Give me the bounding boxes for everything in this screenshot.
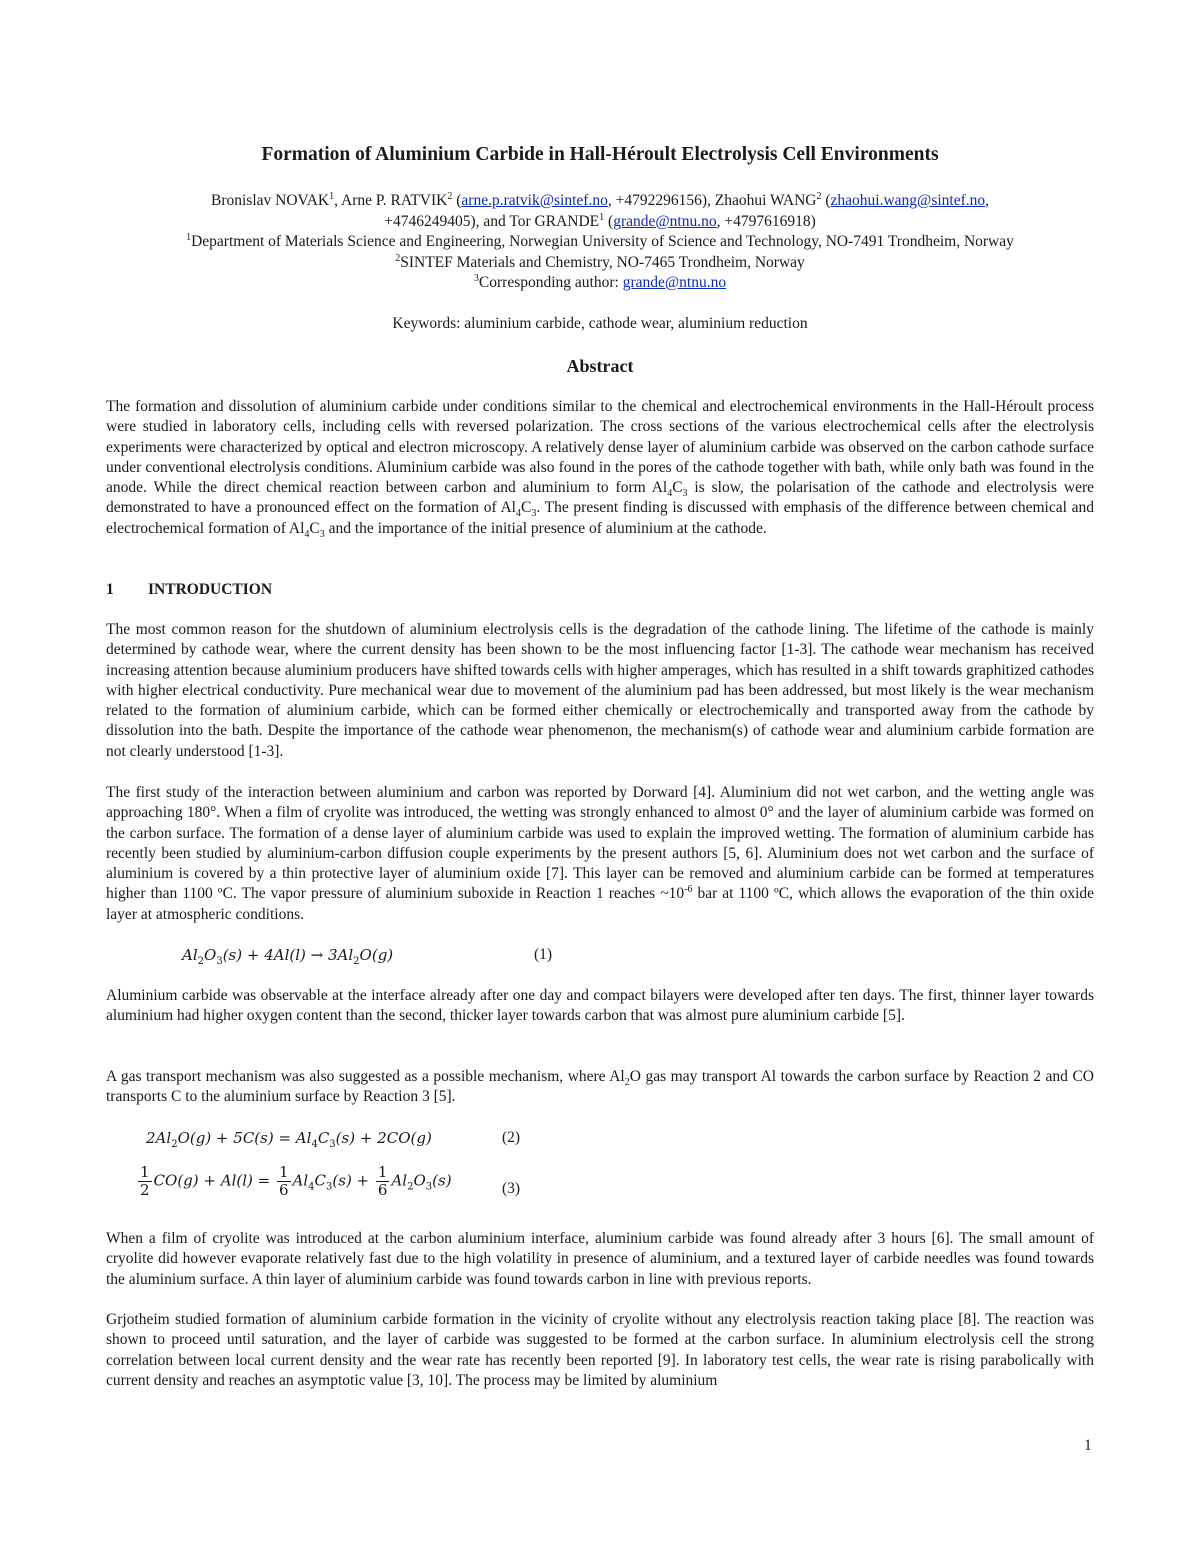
abstract-heading: Abstract bbox=[566, 356, 634, 376]
eq-term: O bbox=[413, 1171, 426, 1190]
numerator: 1 bbox=[377, 1163, 388, 1181]
abstract-text: and the importance of the initial presence of aluminium at the cathode. bbox=[324, 519, 767, 537]
abstract-text: . The present finding is discussed with emphasis of the difference between chemical and electrochemical formation of Al bbox=[106, 499, 1094, 537]
fraction bbox=[277, 1164, 291, 1199]
numerator: 1 bbox=[278, 1163, 289, 1181]
author-text: ( bbox=[604, 212, 614, 230]
eq-term: O(g) bbox=[359, 946, 394, 964]
paragraph-text: bar at 1100 ºC, which allows the evaporation of the thin oxide layer at atmospheric conditions. bbox=[106, 885, 1094, 923]
affiliation-1 bbox=[110, 232, 1090, 253]
equation-3 bbox=[136, 1164, 452, 1199]
subscript: 2 bbox=[197, 956, 205, 967]
denominator: 6 bbox=[377, 1181, 388, 1199]
author-superscript: 1 bbox=[329, 190, 335, 202]
eq-term: (s) bbox=[432, 1171, 452, 1190]
author-text: ( bbox=[821, 192, 831, 209]
paragraph-text: The first study of the interaction between aluminium and carbon was reported by Dorward [4]. Aluminium did not wet carbon, and the wetting angle was approaching 180°. When a film of cryolite was introduced, the wetting was strongly enhanced to almost 0° and the layer of aluminium carbide was formed on the carbon surface. The formation of a dense layer of aluminium carbide was used to explain the improved wetting. The formation of aluminium carbide has recently been studied by aluminium-carbon diffusion couple experiments by the present authors [5, 6]. Aluminium does not wet carbon and the surface of aluminium is covered by a thin protective layer of aluminium oxide [7]. This layer can be removed and aluminium carbide can be formed at temperatures higher than 1100 ºC. The vapor pressure of aluminium suboxide in Reaction 1 reaches ~10 bbox=[106, 784, 1094, 903]
paper-title: Formation of Aluminium Carbide in Hall-Héroult Electrolysis Cell Environments bbox=[261, 144, 939, 165]
eq-term: Al bbox=[292, 1171, 309, 1190]
superscript: -6 bbox=[684, 884, 693, 896]
corresponding-label: Corresponding author: bbox=[478, 274, 623, 291]
eq-term: (s) + 2CO(g) bbox=[335, 1129, 432, 1147]
abstract-text: The formation and dissolution of aluminium carbide under conditions similar to the chemical and electrochemical environments in the Hall-Héroult process were studied in laboratory cells, including cells with reversed polarization. The cross sections of the various electrochemical cells after the electrolysis experiments were characterized by optical and electron microscopy. A relatively dense layer of aluminium carbide was observed on the carbon cathode surface under conventional electrolysis conditions. Aluminium carbide was also found in the pores of the cathode together with bath, while only bath was found in the anode. While the direct chemical reaction between carbon and aluminium to form Al bbox=[106, 398, 1094, 497]
eq-term: Al bbox=[391, 1171, 408, 1190]
author-text: ( bbox=[452, 192, 462, 209]
subscript: 4 bbox=[304, 528, 310, 540]
author-line-1 bbox=[110, 191, 1090, 212]
page-number: 1 bbox=[1084, 1437, 1092, 1454]
subscript: 4 bbox=[515, 508, 521, 520]
intro-paragraph-3: Aluminium carbide was observable at the interface already after one day and compact bilayers were developed after ten days. The first, thinner layer towards aluminium had higher oxygen content than the second, thicker layer towards carbon that was almost pure aluminium carbide [5]. bbox=[106, 987, 1094, 1025]
intro-paragraph-1: The most common reason for the shutdown of aluminium electrolysis cells is the degradation of the cathode lining. The lifetime of the cathode is mainly determined by cathode wear, where the current density has been shown to be the most influencing factor [1-3]. The cathode wear mechanism has received increasing attention because aluminium producers have shifted towards cells with higher amperages, which has resulted in a shift towards graphitized cathodes with higher electrical conductivity. Pure mechanical wear due to movement of the aluminium pad has been addressed, but most likely is the wear mechanism related to the formation of aluminium carbide, which can be formed either chemically or electrochemically and transported away from the cathode by dissolution into the bath. Despite the importance of the cathode wear phenomenon, the mechanism(s) of cathode wear and aluminium carbide formation are not clearly understood [1-3]. bbox=[106, 621, 1094, 760]
affiliation-2 bbox=[110, 253, 1090, 274]
intro-paragraph-6: Grjotheim studied formation of aluminium carbide formation in the vicinity of cryolite without any electrolysis reaction taking place [8]. The reaction was shown to proceed until saturation, and the layer of carbide was suggested to be formed at the carbon surface. In aluminium electrolysis cell the strong correlation between local current density and the wear rate has recently been reported [9]. In laboratory test cells, the wear rate is rising parabolically with current density and reaches an asymptotic value [3, 10]. The process may be limited by aluminium bbox=[106, 1311, 1094, 1389]
subscript: 4 bbox=[308, 1181, 315, 1193]
subscript: 3 bbox=[425, 1181, 433, 1193]
author-superscript: 1 bbox=[599, 211, 605, 223]
affiliation-text: SINTEF Materials and Chemistry, NO-7465 Trondheim, Norway bbox=[400, 253, 805, 271]
eq-term: C bbox=[314, 1171, 327, 1190]
eq-term: C bbox=[317, 1129, 330, 1147]
author-text: , +4797616918) bbox=[716, 212, 816, 230]
subscript: 3 bbox=[329, 1139, 336, 1150]
abstract-text: C bbox=[309, 519, 320, 537]
intro-paragraph-5: When a film of cryolite was introduced at the carbon aluminium interface, aluminium carbide was found already after 3 hours [6]. The small amount of cryolite did however evaporate relatively fast due to the high volatility in presence of aluminium, and a textured layer of carbide needles was found towards the aluminium surface. A thin layer of aluminium carbide was found towards carbon in line with previous reports. bbox=[106, 1230, 1094, 1288]
subscript: 3 bbox=[326, 1181, 333, 1193]
email-link[interactable]: zhaohui.wang@sintef.no bbox=[830, 192, 986, 209]
eq-term: (s) + bbox=[332, 1171, 374, 1190]
section-heading-introduction bbox=[106, 580, 272, 600]
intro-paragraph-2 bbox=[106, 783, 1094, 925]
subscript: 3 bbox=[319, 528, 325, 540]
equation-number-1: (1) bbox=[534, 946, 553, 963]
author-block bbox=[110, 191, 1090, 294]
author-text: +4746249405), and Tor GRANDE bbox=[384, 212, 600, 230]
author-text: , +4792296156), Zhaohui WANG bbox=[607, 192, 817, 209]
subscript: 2 bbox=[353, 956, 360, 967]
eq-term: Al bbox=[182, 946, 198, 964]
subscript: 3 bbox=[531, 508, 537, 520]
denominator: 6 bbox=[278, 1181, 289, 1199]
eq-term: (s) + 4Al(l) → 3Al bbox=[222, 946, 354, 964]
subscript: 2 bbox=[171, 1139, 178, 1150]
corresponding-author bbox=[110, 273, 1090, 294]
affiliation-superscript: 2 bbox=[395, 252, 401, 264]
affiliation-text: Department of Materials Science and Engineering, Norwegian University of Science and Technology, NO-7491 Trondheim, Norway bbox=[191, 233, 1014, 250]
fraction bbox=[376, 1164, 390, 1199]
eq-term: CO(g) + Al(l) = bbox=[153, 1171, 275, 1190]
subscript: 4 bbox=[667, 488, 673, 500]
denominator: 2 bbox=[140, 1181, 150, 1199]
abstract-paragraph bbox=[106, 397, 1094, 539]
numerator: 1 bbox=[140, 1163, 150, 1181]
section-number: 1 bbox=[106, 581, 114, 598]
equation-number-3: (3) bbox=[502, 1180, 521, 1197]
email-link[interactable]: grande@ntnu.no bbox=[622, 274, 727, 291]
author-name: Bronislav NOVAK bbox=[210, 192, 330, 209]
subscript: 4 bbox=[311, 1139, 318, 1150]
affiliation-superscript: 1 bbox=[186, 231, 192, 243]
eq-term: O bbox=[204, 946, 217, 964]
author-line-2 bbox=[110, 212, 1090, 233]
eq-term: 2Al bbox=[146, 1129, 172, 1147]
email-link[interactable]: grande@ntnu.no bbox=[613, 212, 717, 230]
abstract-text: C bbox=[672, 479, 683, 497]
paragraph-text: A gas transport mechanism was also suggested as a possible mechanism, where Al bbox=[106, 1068, 625, 1085]
subscript: 2 bbox=[407, 1181, 414, 1193]
equation-1 bbox=[182, 944, 393, 966]
affiliation-superscript: 3 bbox=[473, 272, 479, 284]
email-link[interactable]: arne.p.ratvik@sintef.no bbox=[461, 192, 608, 209]
equation-2 bbox=[146, 1127, 432, 1149]
abstract-text: is slow, the polarisation of the cathode and electrolysis were demonstrated to have a pronounced effect on the formation of Al bbox=[106, 479, 1094, 517]
section-title: INTRODUCTION bbox=[148, 581, 273, 598]
author-superscript: 2 bbox=[816, 190, 822, 202]
author-superscript: 2 bbox=[447, 190, 453, 202]
author-name: , Arne P. RATVIK bbox=[334, 192, 448, 209]
subscript: 2 bbox=[624, 1077, 630, 1089]
subscript: 3 bbox=[682, 488, 688, 500]
equation-number-2: (2) bbox=[502, 1129, 521, 1146]
eq-term: O(g) + 5C(s) = Al bbox=[177, 1129, 312, 1147]
subscript: 3 bbox=[216, 956, 223, 967]
abstract-text: C bbox=[520, 499, 532, 517]
author-text: , bbox=[985, 192, 990, 209]
intro-paragraph-4 bbox=[106, 1067, 1094, 1108]
paragraph-text: O gas may transport Al towards the carbon surface by Reaction 2 and CO transports C to the aluminium surface by Reaction 3 [5]. bbox=[106, 1068, 1094, 1106]
fraction bbox=[138, 1164, 152, 1199]
keywords: Keywords: aluminium carbide, cathode wear, aluminium reduction bbox=[392, 315, 808, 332]
